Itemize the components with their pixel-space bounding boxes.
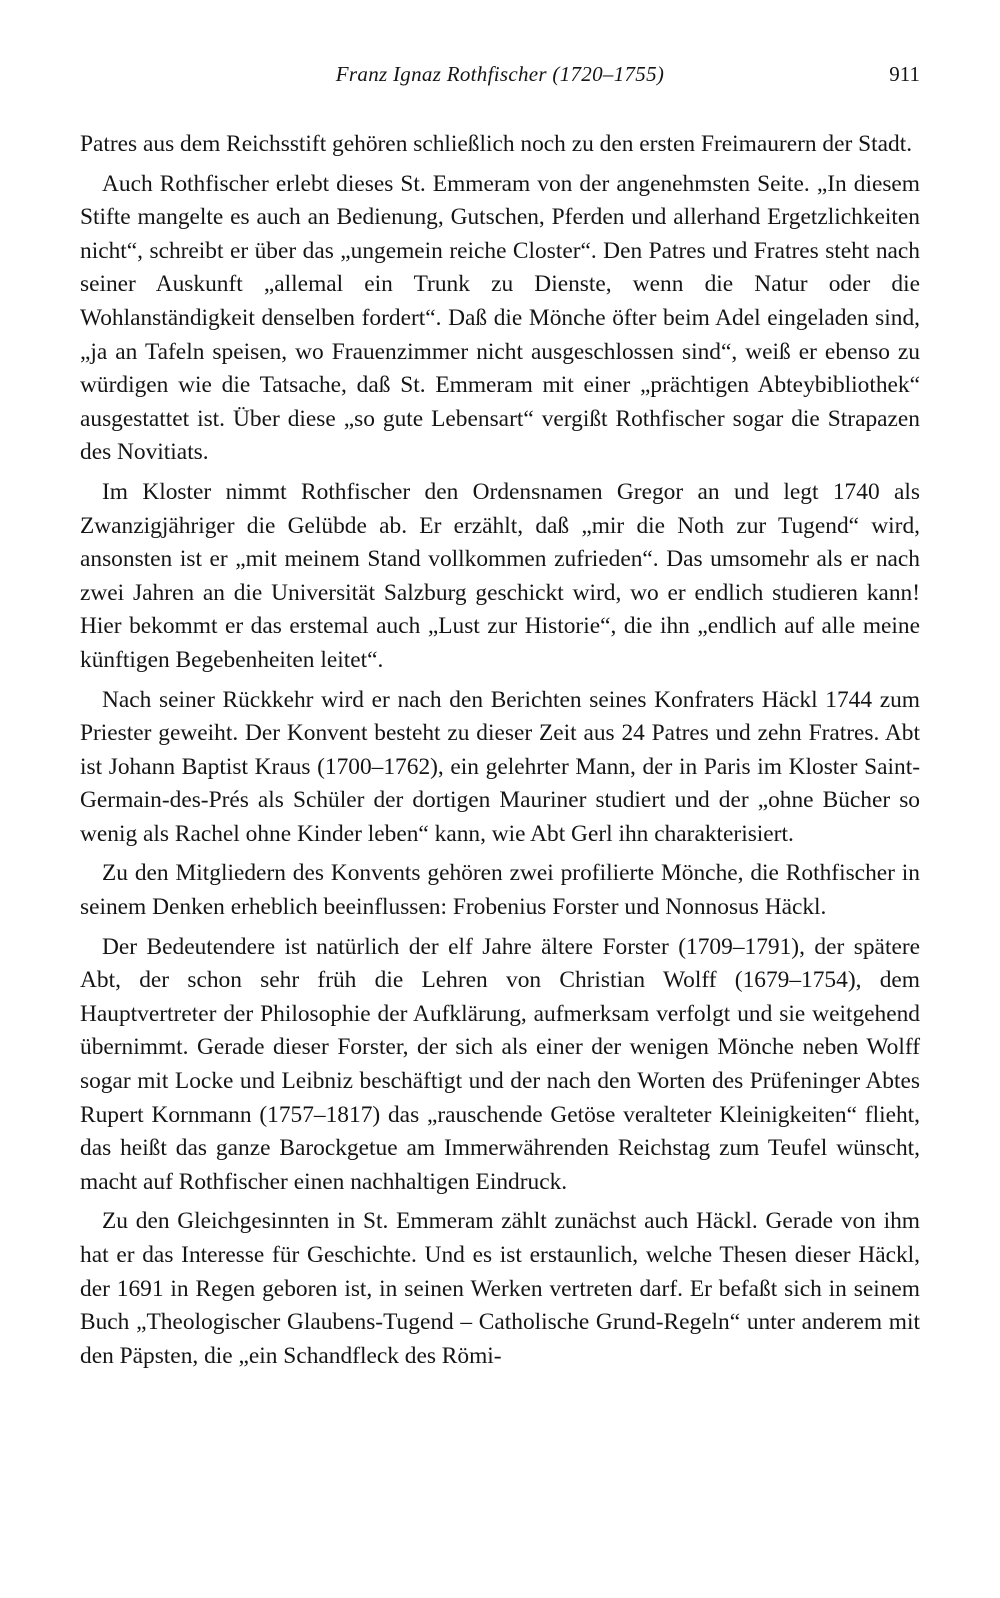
paragraph: Im Kloster nimmt Rothfischer den Ordensnamen Gregor an und legt 1740 als Zwanzigjähriger die Gelübde ab. Er erzählt, daß „mir die Noth zur Tugend“ wird, ansonsten ist er „mit meinem Stand vollkommen zufrieden“. Das umsomehr als er nach zwei Jahren an die Universität Salzburg geschickt wird, wo er endlich studieren kann! Hier bekommt er das erstemal auch „Lust zur Historie“, die ihn „endlich auf alle meine künftigen Begebenheiten leitet“. [80,478,920,673]
body-text [80,128,920,1379]
page-number: 911 [889,62,920,86]
paragraph: Zu den Gleichgesinnten in St. Emmeram zählt zunächst auch Häckl. Gerade von ihm hat er das Interesse für Geschichte. Und es ist erstaunlich, welche Thesen dieser Häckl, der 1691 in Regen geboren ist, in seinen Werken vertreten darf. Er befaßt sich in seinem Buch „Theologischer Glaubens-Tugend – Catholische Grund-Regeln“ unter anderem mit den Päpsten, die „ein Schandfleck des Römi- [80,1208,920,1369]
paragraph: Der Bedeutendere ist natürlich der elf Jahre ältere Forster (1709–1791), der spätere Abt, der schon sehr früh die Lehren von Christian Wolff (1679–1754), dem Hauptvertreter der Philosophie der Aufklärung, aufmerksam verfolgt und sie weitgehend übernimmt. Gerade dieser Forster, der sich als einer der wenigen Mönche neben Wolff sogar mit Locke und Leibniz beschäftigt und der nach den Worten des Prüfeninger Abtes Rupert Kornmann (1757–1817) das „rauschende Getöse veralteter Kleinigkeiten“ flieht, das heißt das ganze Barockgetue am Immerwährenden Reichstag zum Teufel wünscht, macht auf Rothfischer einen nachhaltigen Eindruck. [80,933,920,1195]
paragraph: Patres aus dem Reichsstift gehören schließlich noch zu den ersten Freimaurern der Stadt. [80,131,913,157]
page-header [80,62,920,96]
paragraph: Auch Rothfischer erlebt dieses St. Emmeram von der angenehmsten Seite. „In diesem Stifte mangelte es auch an Bedienung, Gutschen, Pferden und allerhand Ergetzlichkeiten nicht“, schreibt er über das „ungemein reiche Closter“. Den Patres und Fratres steht nach seiner Auskunft „allemal ein Trunk zu Dienste, wenn die Natur oder die Wohlanständigkeit denselben fordert“. Daß die Mönche öfter beim Adel eingeladen sind, „ja an Tafeln speisen, wo Frauenzimmer nicht ausgeschlossen sind“, weiß er ebenso zu würdigen wie die Tatsache, daß St. Emmeram mit einer „prächtigen Abteybibliothek“ ausgestattet ist. Über diese „so gute Lebensart“ vergißt Rothfischer sogar die Strapazen des Novitiats. [80,170,920,466]
paragraph: Zu den Mitgliedern des Konvents gehören zwei profilierte Mönche, die Rothfischer in seinem Denken erheblich beeinflussen: Frobenius Forster und Nonnosus Häckl. [80,860,920,921]
running-title: Franz Ignaz Rothfischer (1720–1755) [335,62,665,86]
paragraph: Nach seiner Rückkehr wird er nach den Berichten seines Konfraters Häckl 1744 zum Priester geweiht. Der Konvent besteht zu dieser Zeit aus 24 Patres und zehn Fratres. Abt ist Johann Baptist Kraus (1700–1762), ein gelehrter Mann, der in Paris im Kloster Saint-Germain-des-Prés als Schüler der dortigen Mauriner studiert und der „ohne Bücher so wenig als Rachel ohne Kinder leben“ kann, wie Abt Gerl ihn charakterisiert. [80,686,920,847]
